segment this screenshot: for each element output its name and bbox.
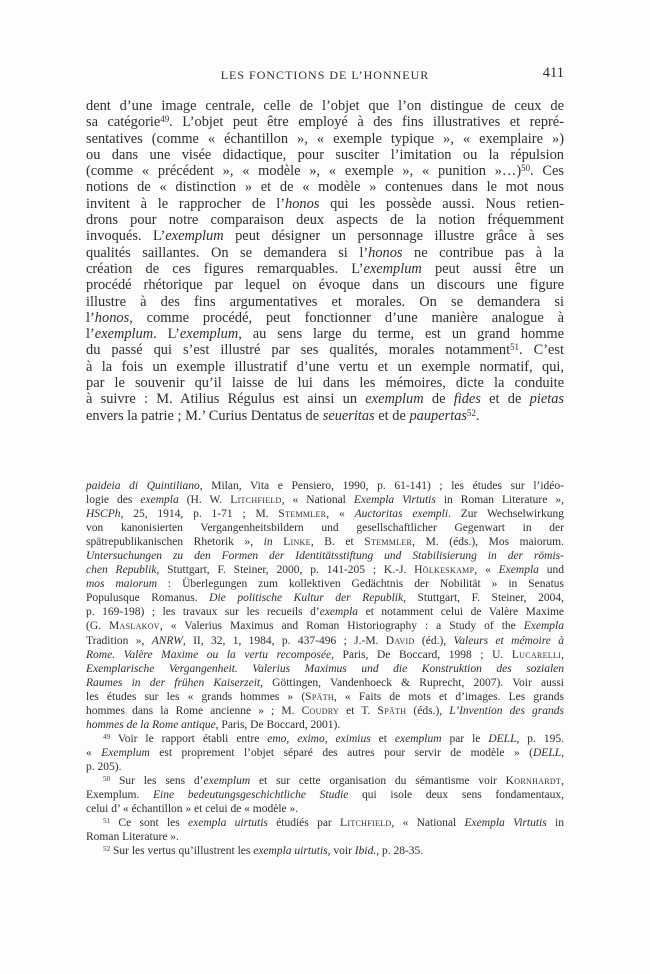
- page-number: 411: [542, 65, 564, 81]
- text-line: Raumes in der frühen Kaiserzeit, Göttingen, Vandenhoeck & Ruprecht, 2007). Voir aussi: [86, 676, 564, 689]
- text-line: invitent à le rapprocher de l’honos qui les possède aussi. Nous retien-: [86, 195, 564, 212]
- text-line: Populusque Romanus. Die politische Kultur der Republik, Stuttgart, F. Steiner, 2004,: [86, 592, 564, 605]
- main-text-block: [86, 98, 564, 424]
- text-line: l’exemplum. L’exemplum, au sens large du terme, est un grand homme: [86, 326, 564, 343]
- text-line: sentatives (comme « échantillon », « exemple typique », « exemplaire »): [86, 130, 564, 147]
- footnotes-block: [86, 479, 564, 858]
- text-line: « Exemplum est proprement l’objet séparé des autres pour servir de modèle » (DELL,: [86, 746, 564, 759]
- text-line: notions de « distinction » et de « modèle » contenues dans le mot nous: [86, 179, 564, 196]
- running-header: [86, 66, 564, 84]
- text-line: du passé qui s’est illustré par ses qualités, morales notamment$^{51}$. C’est: [86, 342, 564, 359]
- text-line: HSCPh, 25, 1914, p. 1-71 ; M. Stemmler, « Auctoritas exempli. Zur Wechselwirkung: [86, 508, 564, 521]
- text-line: mos maiorum : Überlegungen zum kollektiven Gedächtnis der Nobilität » in Senatus: [86, 578, 564, 591]
- text-line: Tradition », ANRW, II, 32, 1, 1984, p. 437-496 ; J.-M. David (éd.), Valeurs et mémoire à: [86, 634, 564, 647]
- text-line: drons pour notre comparaison deux aspects de la notion fréquemment: [86, 212, 564, 229]
- text-line: Exemplum. Eine bedeutungsgeschichtliche Studie qui isole deux sens fondamentaux,: [86, 789, 564, 802]
- text-line: celui d’ « échantillon » et celui de « modèle ».: [86, 803, 299, 816]
- text-line: Rome. Valère Maxime ou la vertu recomposée, Paris, De Boccard, 1998 ; U. Lucarelli,: [86, 648, 564, 661]
- text-line: procédé rhétorique par lequel on évoque dans un discours une figure: [86, 277, 564, 294]
- text-line: les études sur les « grands hommes » (Späth, « Faits de mots et d’images. Les grands: [86, 690, 564, 703]
- text-line: dent d’une image centrale, celle de l’objet que l’on distingue de ceux de: [86, 98, 564, 114]
- text-line: création de ces figures remarquables. L’exemplum peut aussi être un: [86, 260, 564, 277]
- text-line: chen Republik, Stuttgart, F. Steiner, 2000, p. 141-205 ; K.-J. Hölkeskamp, « Exempla und: [86, 564, 564, 577]
- text-line: $^{52}$ Sur les vertus qu’illustrent les exempla uirtutis, voir Ibid., p. 28-35.: [103, 845, 424, 858]
- text-line: (comme « précédent », « modèle », « exemple », « punition »…)$^{50}$. Ces: [86, 163, 564, 180]
- running-title: LES FONCTIONS DE L’HONNEUR: [220, 68, 430, 82]
- text-line: $^{49}$ Voir le rapport établi entre emo, eximo, eximius et exemplum par le DELL, p. 195.: [103, 732, 564, 745]
- text-line: logie des exempla (H. W. Litchfield, « National Exempla Virtutis in Roman Literature »,: [86, 494, 564, 507]
- text-line: Untersuchungen zu den Formen der Identitätsstiftung und Stabilisierung in der römis-: [86, 550, 564, 563]
- text-line: à la fois un exemple illustratif d’une vertu et un exemple normatif, qui,: [86, 358, 564, 375]
- text-line: von kanonisierten Vergangenheitsbildern und gesellschaftlicher Gegenwart in der: [86, 522, 564, 535]
- text-line: hommes de la Rome antique, Paris, De Boccard, 2001).: [86, 718, 341, 731]
- text-line: p. 205).: [86, 760, 122, 773]
- text-line: $^{51}$ Ce sont les exempla uirtutis étudiés par Litchfield, « National Exempla Virtutis in: [103, 816, 564, 830]
- text-line: ou dans une visée didactique, pour susciter l’imitation ou la répulsion: [86, 146, 564, 163]
- text-line: sa catégorie$^{49}$. L’objet peut être employé à des fins illustratives et repré-: [86, 114, 564, 131]
- text-line: Roman Literature ».: [86, 831, 179, 844]
- text-line: spätrepublikanischen Rhetorik », in Linke, B. et Stemmler, M. (éds.), Mos maiorum.: [86, 536, 564, 549]
- text-line: qualités saillantes. On se demandera si l’honos ne contribue pas à la: [86, 244, 564, 261]
- text-line: l’honos, comme procédé, peut fonctionner d’une manière analogue à: [86, 309, 564, 326]
- text-line: $^{50}$ Sur les sens d’exemplum et sur cette organisation du sémantisme voir Kornhardt,: [103, 774, 564, 787]
- text-line: à suivre : M. Atilius Régulus est ainsi un exemplum de fides et de pietas: [86, 391, 564, 408]
- text-line: illustre à des fins argumentatives et morales. On se demandera si: [86, 293, 564, 310]
- text-line: invoqués. L’exemplum peut désigner un personnage illustre grâce à ses: [86, 228, 564, 245]
- text-line: hommes dans la Rome ancienne » ; M. Coudry et T. Späth (éds.), L’Invention des grands: [86, 704, 564, 717]
- text-line: Exemplarische Vergangenheit. Valerius Maximus und die Konstruktion des sozialen: [86, 662, 564, 675]
- text-line: envers la patrie ; M.’ Curius Dentatus de seueritas et de paupertas$^{52}$.: [86, 407, 480, 424]
- text-line: p. 169-198) ; les travaux sur les recueils d’exempla et notamment celui de Valère Maxime: [86, 606, 564, 619]
- text-line: (G. Maslakov, « Valerius Maximus and Roman Historiography : a Study of the Exempla: [86, 620, 564, 633]
- text-line: par le souvenir qu’il laisse de lui dans les mémoires, dicte la conduite: [86, 375, 564, 392]
- text-line: paideia di Quintiliano, Milan, Vita e Pensiero, 1990, p. 61-141) ; les études sur l’idéo-: [86, 480, 564, 492]
